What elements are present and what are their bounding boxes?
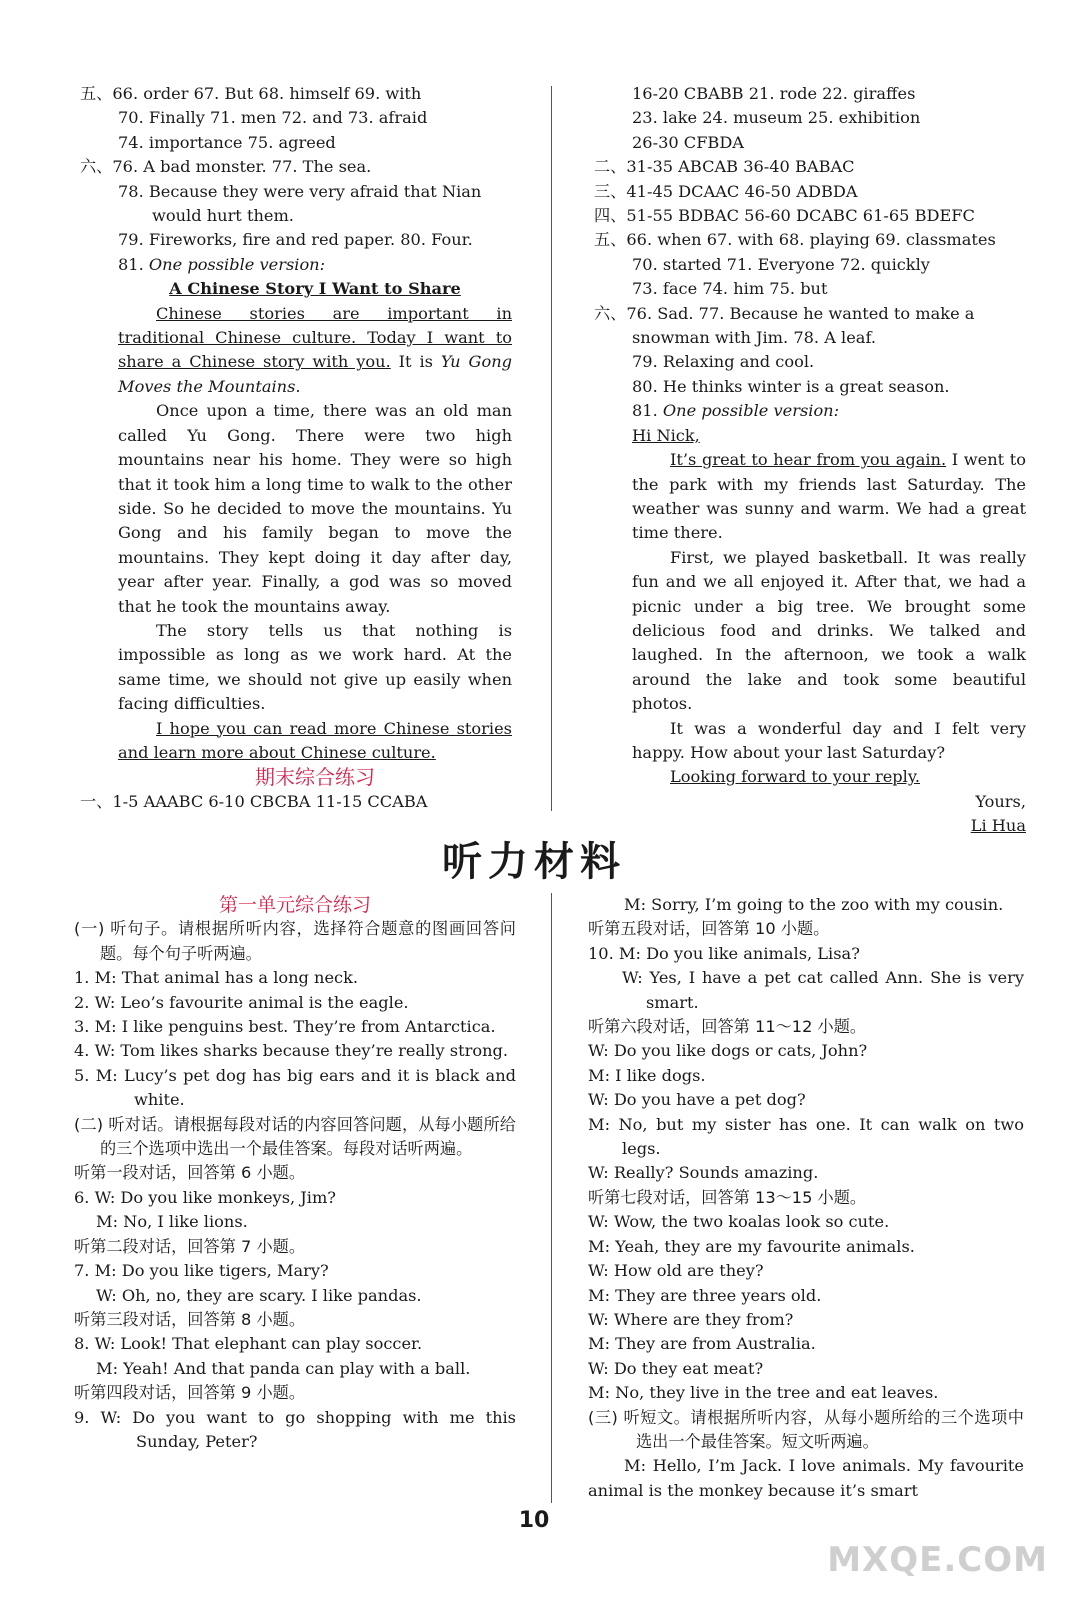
letter-closing: Yours, — [975, 791, 1026, 811]
script-line: W: Do they eat meat? — [588, 1358, 764, 1378]
dialogue-heading: 听第四段对话，回答第 9 小题。 — [74, 1383, 306, 1403]
letter-paragraph: It was a wonderful day and I felt very happy. How about your last Saturday? — [632, 718, 1026, 762]
answer-line: 一、1-5 AAABC 6-10 CBCBA 11-15 CCABA — [80, 791, 428, 811]
essay-block — [80, 277, 512, 790]
essay-paragraph — [118, 717, 512, 766]
script-line: 6. W: Do you like monkeys, Jim? — [74, 1187, 336, 1207]
underlined-sentence: I hope you can read more Chinese stories and learn more about Chinese culture. — [118, 718, 512, 762]
underlined-sentence: Looking forward to your reply. — [670, 767, 920, 787]
answer-line: 79. Relaxing and cool. — [632, 352, 815, 372]
script-line: 5. M: Lucy’s pet dog has big ears and it is black and white. — [74, 1065, 516, 1110]
answer-line: 五、66. when 67. with 68. playing 69. classmates — [594, 230, 996, 250]
script-line: M: No, they live in the tree and eat leaves. — [588, 1383, 939, 1403]
dialogue-heading: 听第二段对话，回答第 7 小题。 — [74, 1236, 306, 1256]
section-instruction: (二) 听对话。请根据每段对话的内容回答问题，从每小题所给的三个选项中选出一个最佳答案。每段对话听两遍。 — [74, 1114, 516, 1159]
script-line: M: Sorry, I’m going to the zoo with my cousin. — [624, 895, 1004, 914]
answer-line: 四、51-55 BDBAC 56-60 DCABC 61-65 BDEFC — [594, 206, 975, 226]
watermark-logo: MXQE.COM — [827, 1540, 1048, 1580]
answers-left-column — [80, 82, 512, 814]
section-instruction: (一) 听句子。请根据所听内容，选择符合题意的图画回答问题。每个句子听两遍。 — [74, 919, 516, 963]
letter-paragraph — [632, 765, 1026, 789]
answer-line: 六、76. A bad monster. 77. The sea. — [80, 157, 372, 177]
script-line: M: They are three years old. — [588, 1285, 822, 1305]
script-line: 8. W: Look! That elephant can play soccer. — [74, 1334, 423, 1354]
page-number: 10 — [518, 1508, 550, 1533]
greeting-text: Hi Nick, — [632, 425, 700, 445]
letter-block — [594, 424, 1026, 839]
answer-line: snowman with Jim. 78. A leaf. — [632, 328, 877, 348]
passage-text: M: Hello, I’m Jack. I love animals. My favourite animal is the monkey because it’s smart — [588, 1456, 1024, 1500]
essay-text: It is — [390, 352, 441, 372]
dialogue-heading: 听第七段对话，回答第 13～15 小题。 — [588, 1187, 867, 1207]
script-line: W: Yes, I have a pet cat called Ann. She is very smart. — [622, 968, 1024, 1012]
script-line: 3. M: I like penguins best. They’re from Antarctica. — [74, 1017, 496, 1037]
answer-line: 16-20 CBABB 21. rode 22. giraffes — [632, 84, 916, 103]
script-line: 9. W: Do you want to go shopping with me this Sunday, Peter? — [74, 1407, 516, 1451]
essay-paragraph: Once upon a time, there was an old man called Yu Gong. There were two high mountains near his home. They were so high that it took him a long time to walk to the other side. So he decided to move the mountains. Yu Gong and his family began to move the mountains. They kept doing it day after day, year after year. Finally, a god was so moved that he took the mountains away. — [118, 401, 512, 616]
script-line: 7. M: Do you like tigers, Mary? — [74, 1261, 329, 1281]
script-line: W: Do you like dogs or cats, John? — [588, 1041, 868, 1061]
script-line: M: Yeah, they are my favourite animals. — [588, 1236, 915, 1256]
underlined-sentence: It’s great to hear from you again. — [670, 450, 947, 470]
listening-right-column — [588, 893, 1024, 1503]
letter-text: I went to the park with my friends last Saturday. The weather was sunny and warm. We had a great time there. — [632, 450, 1026, 543]
answers-right-column — [594, 82, 1026, 839]
version-label: One possible version: — [662, 401, 840, 421]
script-line: M: They are from Australia. — [588, 1334, 816, 1354]
essay-paragraph: The story tells us that nothing is impossible as long as we work hard. At the same time, we should not give up easily when facing difficulties. — [118, 620, 512, 714]
script-line: 1. M: That animal has a long neck. — [74, 968, 359, 988]
script-line: W: Really? Sounds amazing. — [588, 1163, 819, 1183]
essay-text: . — [295, 376, 301, 396]
column-divider-bottom — [551, 893, 552, 1503]
answer-line: 74. importance 75. agreed — [118, 132, 336, 152]
letter-greeting — [632, 424, 1026, 448]
answer-line: 73. face 74. him 75. but — [632, 279, 828, 299]
answer-line: would hurt them. — [152, 206, 294, 226]
answer-line: 26-30 CFBDA — [632, 132, 744, 152]
answer-line: 79. Fireworks, fire and red paper. 80. Four. — [118, 230, 473, 250]
script-line: W: Where are they from? — [588, 1309, 794, 1329]
letter-paragraph: First, we played basketball. It was really fun and we all enjoyed it. After that, we had a picnic under a big tree. We brought some delicious food and drinks. We talked and laughed. In the afternoon, we took a walk around the lake and took some beautiful photos. — [632, 547, 1026, 714]
script-line: W: Oh, no, they are scary. I like pandas. — [96, 1285, 422, 1305]
answer-line: 80. He thinks winter is a great season. — [632, 376, 950, 396]
final-practice-title: 期末综合练习 — [255, 765, 375, 790]
version-label: One possible version: — [148, 254, 326, 274]
answer-line: 三、41-45 DCAAC 46-50 ADBDA — [594, 181, 858, 201]
unit-title: 第一单元综合练习 — [218, 894, 371, 916]
script-line: W: Wow, the two koalas look so cute. — [588, 1212, 890, 1232]
dialogue-heading: 听第五段对话，回答第 10 小题。 — [588, 919, 830, 939]
answer-line: 五、66. order 67. But 68. himself 69. with — [80, 84, 422, 103]
dialogue-heading: 听第六段对话，回答第 11～12 小题。 — [588, 1017, 867, 1037]
letter-paragraph — [632, 448, 1026, 546]
script-line: M: Yeah! And that panda can play with a ball. — [96, 1358, 471, 1378]
script-line: M: I like dogs. — [588, 1065, 706, 1085]
answer-line — [594, 399, 1026, 423]
essay-title: A Chinese Story I Want to Share — [169, 279, 461, 299]
script-line: W: How old are they? — [588, 1261, 764, 1281]
dialogue-heading: 听第三段对话，回答第 8 小题。 — [74, 1309, 306, 1329]
essay-paragraph — [118, 302, 512, 400]
listening-left-column — [74, 893, 516, 1454]
item-number: 81. — [632, 401, 658, 421]
script-line: 10. M: Do you like animals, Lisa? — [588, 943, 860, 963]
dialogue-heading: 听第一段对话，回答第 6 小题。 — [74, 1163, 306, 1183]
answer-line: 78. Because they were very afraid that Nian — [118, 181, 482, 201]
script-line: M: No, I like lions. — [96, 1212, 248, 1232]
answer-line: 70. started 71. Everyone 72. quickly — [632, 254, 930, 274]
script-line: M: No, but my sister has one. It can walk on two legs. — [588, 1114, 1024, 1159]
item-number: 81. — [118, 254, 144, 274]
script-line: 4. W: Tom likes sharks because they’re really strong. — [74, 1041, 509, 1061]
column-divider-top — [551, 86, 552, 811]
script-line: 2. W: Leo’s favourite animal is the eagle. — [74, 992, 409, 1012]
answer-line: 六、76. Sad. 77. Because he wanted to make a — [594, 303, 975, 323]
underlined-sentence: Chinese stories are important in traditional Chinese culture. Today I want to share a Chinese story with you. — [118, 303, 512, 372]
answer-line: 23. lake 24. museum 25. exhibition — [632, 108, 921, 128]
answer-line: 二、31-35 ABCAB 36-40 BABAC — [594, 157, 855, 177]
listening-materials-heading: 听力材料 — [442, 839, 626, 885]
answer-line: 70. Finally 71. men 72. and 73. afraid — [118, 108, 428, 128]
script-line: W: Do you have a pet dog? — [588, 1090, 806, 1110]
story-title: Yu Gong Moves the Mountains — [118, 352, 512, 396]
answer-line — [80, 253, 512, 277]
signature-text: Li Hua — [970, 816, 1026, 836]
section-instruction: (三) 听短文。请根据所听内容，从每小题所给的三个选项中选出一个最佳答案。短文听两遍。 — [588, 1407, 1024, 1451]
